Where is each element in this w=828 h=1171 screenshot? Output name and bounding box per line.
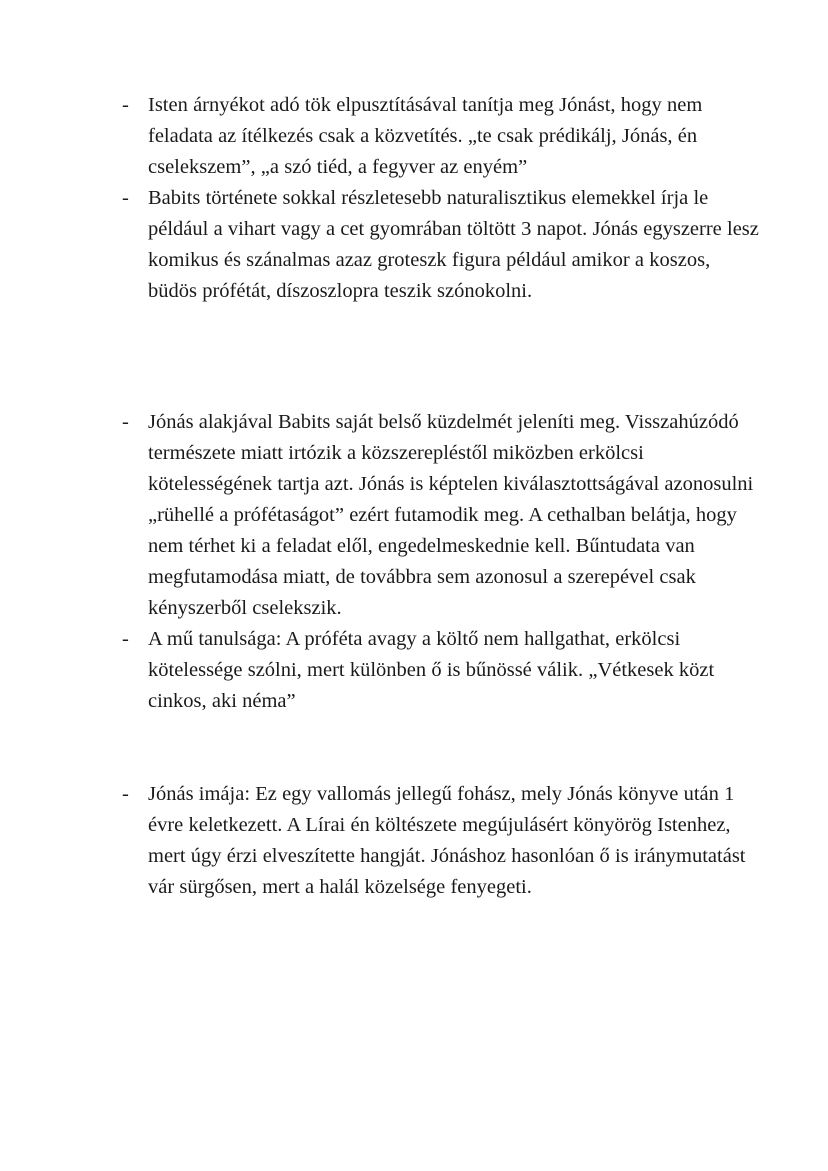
list-item-text: Jónás imája: Ez egy vallomás jellegű fohász, mely Jónás könyve után 1 évre keletkezett. A Lírai én költészete megújulásért könyörög Istenhez, mert úgy érzi elveszítette hangját. Jónáshoz hasonlóan ő is iránymutatást vár sürgősen, mert a halál közelsége fenyegeti. [148, 783, 746, 898]
list-item [118, 407, 763, 624]
bullet-marker-icon: - [122, 187, 129, 209]
list-item [118, 624, 763, 717]
list-item [118, 779, 763, 903]
list-item-text: A mű tanulsága: A próféta avagy a költő nem hallgathat, erkölcsi kötelessége szólni, mert különben ő is bűnössé válik. „Vétkesek közt cinkos, aki néma” [148, 628, 715, 712]
list-item [118, 90, 763, 183]
bullet-marker-icon: - [122, 628, 129, 650]
list-item-text: Babits története sokkal részletesebb naturalisztikus elemekkel írja le például a vihart vagy a cet gyomrában töltött 3 napot. Jónás egyszerre lesz komikus és szánalmas azaz groteszk figura például amikor a koszos, büdös prófétát, díszoszlopra teszik szónokolni. [148, 187, 759, 302]
content-block-1 [118, 90, 763, 307]
bullet-marker-icon: - [122, 411, 129, 433]
bullet-marker-icon: - [122, 94, 129, 116]
content-block-2 [118, 407, 763, 717]
content-block-3 [118, 779, 763, 903]
list-item-text: Isten árnyékot adó tök elpusztításával tanítja meg Jónást, hogy nem feladata az ítélkezés csak a közvetítés. „te csak prédikálj, Jónás, én cselekszem”, „a szó tiéd, a fegyver az enyém” [148, 94, 703, 178]
bullet-marker-icon: - [122, 783, 129, 805]
list-item-text: Jónás alakjával Babits saját belső küzdelmét jeleníti meg. Visszahúzódó természete miatt irtózik a közszerepléstől miközben erkölcsi kötelességének tartja azt. Jónás is képtelen kiválasztottságával azonosulni „rühellé a prófétaságot” ezért futamodik meg. A cethalban belátja, hogy nem térhet ki a feladat elől, engedelmeskednie kell. Bűntudata van megfutamodása miatt, de továbbra sem azonosul a szerepével csak kényszerből cselekszik. [148, 411, 754, 619]
document-body [118, 90, 763, 903]
list-item [118, 183, 763, 307]
